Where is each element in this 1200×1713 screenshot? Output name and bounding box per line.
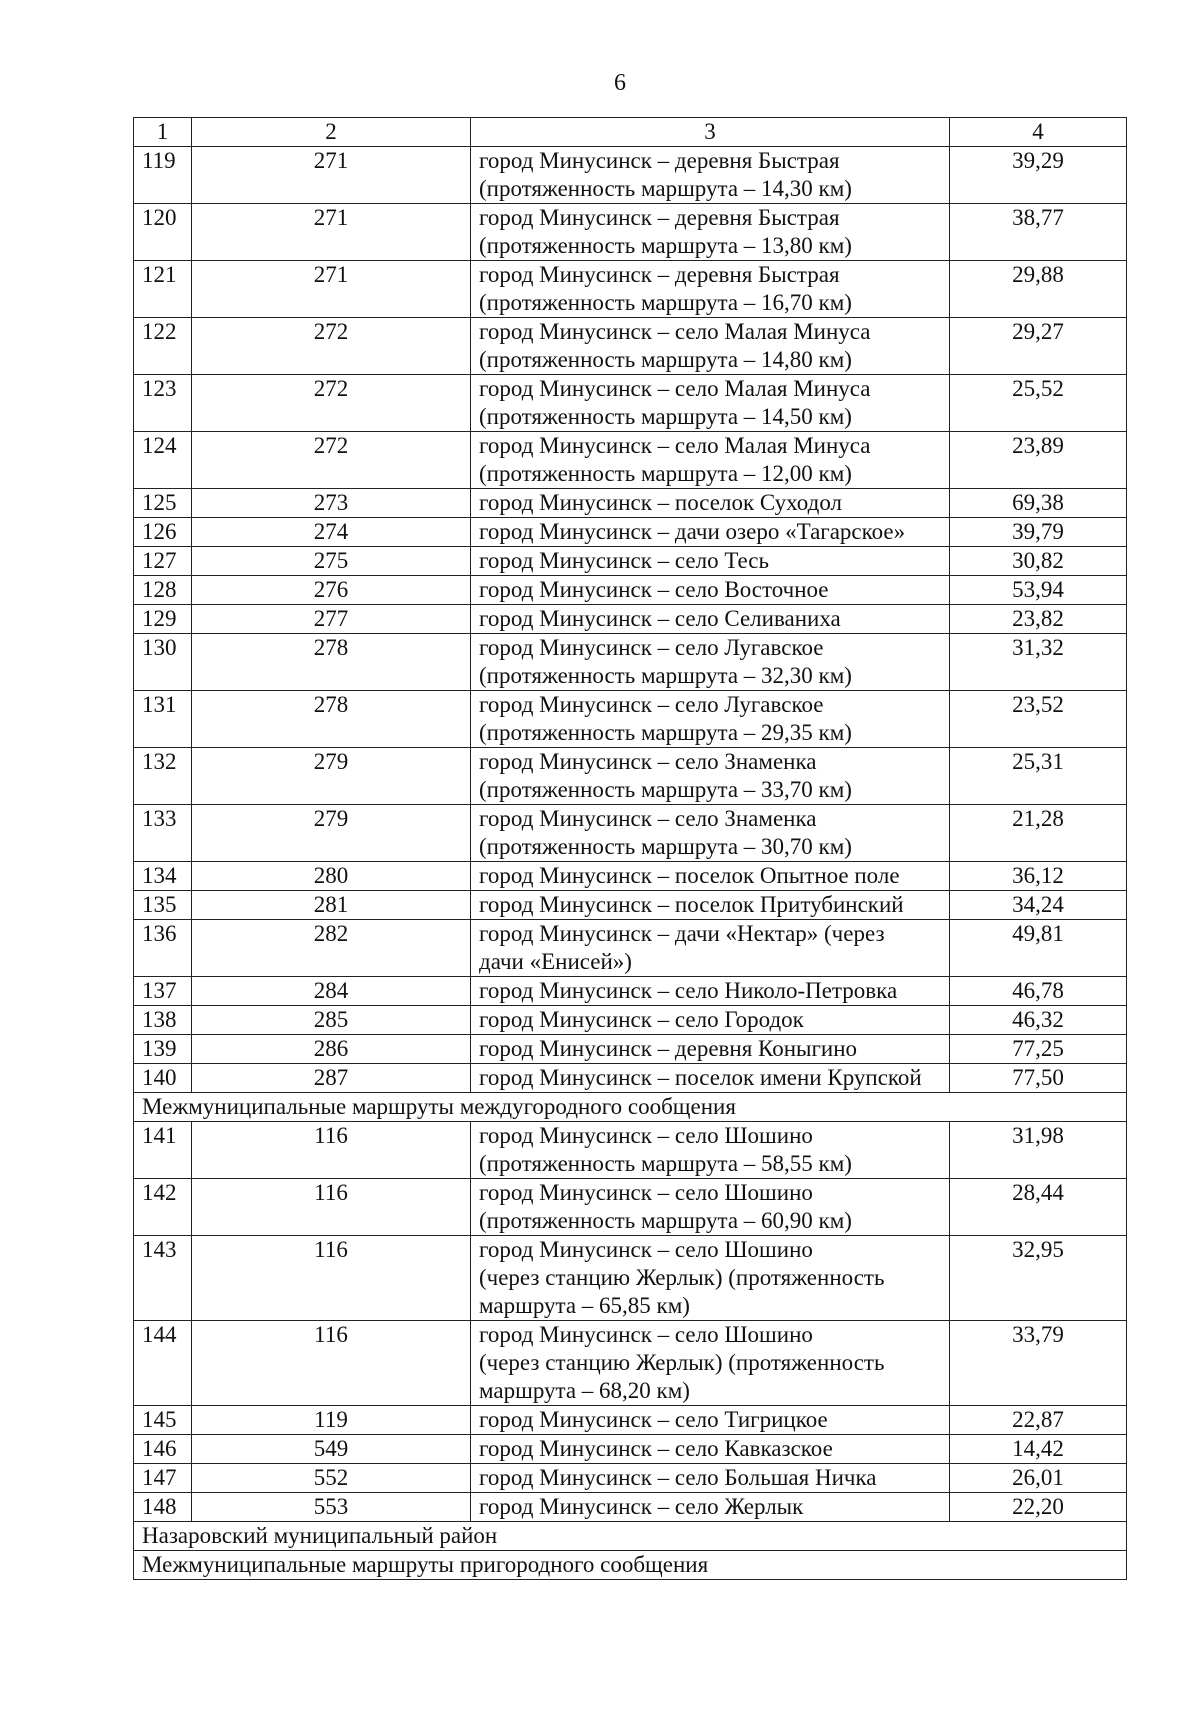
route-value: 49,81: [950, 920, 1127, 977]
route-value: 25,52: [950, 375, 1127, 432]
route-description-line: город Минусинск – дачи «Нектар» (через: [479, 921, 885, 946]
row-number: 146: [134, 1435, 192, 1464]
route-value: 14,42: [950, 1435, 1127, 1464]
row-number: 123: [134, 375, 192, 432]
row-number: 148: [134, 1493, 192, 1522]
table-row: [134, 576, 1127, 605]
table-row: [134, 1321, 1127, 1406]
route-description-line: город Минусинск – село Городок: [479, 1007, 804, 1032]
row-number: 122: [134, 318, 192, 375]
route-description: [471, 634, 950, 691]
route-description-line: город Минусинск – деревня Быстрая: [479, 148, 840, 173]
route-description: [471, 805, 950, 862]
route-number: 272: [192, 318, 471, 375]
route-number: 273: [192, 489, 471, 518]
route-description-line: город Минусинск – село Жерлык: [479, 1494, 804, 1519]
route-value: 77,25: [950, 1035, 1127, 1064]
route-number: 549: [192, 1435, 471, 1464]
routes-table: [133, 117, 1127, 1580]
route-description-line: город Минусинск – поселок Суходол: [479, 490, 843, 515]
route-description-line: дачи «Енисей»): [479, 949, 632, 974]
table-row: [134, 920, 1127, 977]
route-description-line: маршрута – 68,20 км): [479, 1378, 690, 1403]
route-description: [471, 547, 950, 576]
table-row: [134, 1006, 1127, 1035]
route-description-line: город Минусинск – село Шошино: [479, 1180, 813, 1205]
route-description-line: город Минусинск – поселок имени Крупской: [479, 1065, 922, 1090]
table-row: [134, 862, 1127, 891]
route-value: 77,50: [950, 1064, 1127, 1093]
section-row: [134, 1551, 1127, 1580]
route-number: 285: [192, 1006, 471, 1035]
route-description: [471, 489, 950, 518]
row-number: 135: [134, 891, 192, 920]
route-description-line: маршрута – 65,85 км): [479, 1293, 690, 1318]
route-description-line: город Минусинск – село Тесь: [479, 548, 770, 573]
route-value: 32,95: [950, 1236, 1127, 1321]
route-description-line: город Минусинск – село Лугавское: [479, 692, 824, 717]
route-description-line: город Минусинск – деревня Быстрая: [479, 262, 840, 287]
table-row: [134, 261, 1127, 318]
route-description: [471, 1435, 950, 1464]
table-row: [134, 805, 1127, 862]
table-row: [134, 977, 1127, 1006]
route-description-line: (протяженность маршрута – 13,80 км): [479, 233, 852, 258]
route-value: 38,77: [950, 204, 1127, 261]
route-description-line: (протяженность маршрута – 29,35 км): [479, 720, 852, 745]
row-number: 133: [134, 805, 192, 862]
route-number: 279: [192, 805, 471, 862]
route-description-line: город Минусинск – село Малая Минуса: [479, 376, 871, 401]
route-description-line: город Минусинск – село Большая Ничка: [479, 1465, 877, 1490]
route-value: 23,82: [950, 605, 1127, 634]
route-description-line: (протяженность маршрута – 33,70 км): [479, 777, 852, 802]
row-number: 132: [134, 748, 192, 805]
route-value: 53,94: [950, 576, 1127, 605]
route-description-line: (протяженность маршрута – 60,90 км): [479, 1208, 852, 1233]
route-value: 69,38: [950, 489, 1127, 518]
route-value: 33,79: [950, 1321, 1127, 1406]
route-description: [471, 977, 950, 1006]
route-description-line: (протяженность маршрута – 12,00 км): [479, 461, 852, 486]
route-description-line: город Минусинск – село Малая Минуса: [479, 433, 871, 458]
row-number: 143: [134, 1236, 192, 1321]
route-value: 23,89: [950, 432, 1127, 489]
row-number: 138: [134, 1006, 192, 1035]
route-number: 272: [192, 432, 471, 489]
route-description: [471, 691, 950, 748]
table-row: [134, 1122, 1127, 1179]
route-number: 286: [192, 1035, 471, 1064]
route-description-line: город Минусинск – село Шошино: [479, 1237, 813, 1262]
route-value: 25,31: [950, 748, 1127, 805]
row-number: 119: [134, 147, 192, 204]
table-row: [134, 1236, 1127, 1321]
row-number: 137: [134, 977, 192, 1006]
table-row: [134, 605, 1127, 634]
route-number: 272: [192, 375, 471, 432]
table-row: [134, 375, 1127, 432]
route-description: [471, 1179, 950, 1236]
row-number: 120: [134, 204, 192, 261]
route-description: [471, 1236, 950, 1321]
route-description: [471, 432, 950, 489]
row-number: 145: [134, 1406, 192, 1435]
route-description: [471, 518, 950, 547]
table-row: [134, 318, 1127, 375]
route-description: [471, 605, 950, 634]
route-value: 46,32: [950, 1006, 1127, 1035]
route-value: 39,79: [950, 518, 1127, 547]
route-number: 119: [192, 1406, 471, 1435]
route-number: 271: [192, 147, 471, 204]
route-number: 278: [192, 691, 471, 748]
route-description-line: город Минусинск – село Шошино: [479, 1322, 813, 1347]
route-description-line: (протяженность маршрута – 32,30 км): [479, 663, 852, 688]
table-row: [134, 1464, 1127, 1493]
route-description: [471, 1006, 950, 1035]
route-description-line: город Минусинск – село Знаменка: [479, 749, 817, 774]
row-number: 131: [134, 691, 192, 748]
route-description: [471, 261, 950, 318]
route-description-line: (протяженность маршрута – 14,80 км): [479, 347, 852, 372]
route-number: 276: [192, 576, 471, 605]
table-row: [134, 547, 1127, 576]
route-description-line: (через станцию Жерлык) (протяженность: [479, 1350, 885, 1375]
route-number: 116: [192, 1122, 471, 1179]
route-number: 282: [192, 920, 471, 977]
route-number: 279: [192, 748, 471, 805]
row-number: 134: [134, 862, 192, 891]
route-description-line: город Минусинск – деревня Коныгино: [479, 1036, 858, 1061]
row-number: 124: [134, 432, 192, 489]
route-number: 271: [192, 204, 471, 261]
table-row: [134, 147, 1127, 204]
route-description: [471, 204, 950, 261]
route-number: 274: [192, 518, 471, 547]
route-value: 28,44: [950, 1179, 1127, 1236]
route-description: [471, 891, 950, 920]
route-number: 552: [192, 1464, 471, 1493]
route-number: 287: [192, 1064, 471, 1093]
route-description: [471, 862, 950, 891]
section-title: Межмуниципальные маршруты междугородного сообщения: [134, 1093, 1127, 1122]
route-description-line: (протяженность маршрута – 14,50 км): [479, 404, 852, 429]
row-number: 125: [134, 489, 192, 518]
route-description-line: город Минусинск – деревня Быстрая: [479, 205, 840, 230]
route-value: 46,78: [950, 977, 1127, 1006]
route-description: [471, 1321, 950, 1406]
route-value: 30,82: [950, 547, 1127, 576]
route-number: 116: [192, 1321, 471, 1406]
route-description-line: город Минусинск – дачи озеро «Тагарское»: [479, 519, 906, 544]
row-number: 130: [134, 634, 192, 691]
route-value: 34,24: [950, 891, 1127, 920]
route-value: 39,29: [950, 147, 1127, 204]
table-row: [134, 691, 1127, 748]
route-description: [471, 1493, 950, 1522]
route-number: 277: [192, 605, 471, 634]
route-value: 21,28: [950, 805, 1127, 862]
route-description: [471, 318, 950, 375]
route-description: [471, 1464, 950, 1493]
route-description: [471, 375, 950, 432]
table-row: [134, 891, 1127, 920]
row-number: 140: [134, 1064, 192, 1093]
table-row: [134, 1493, 1127, 1522]
section-title: Межмуниципальные маршруты пригородного сообщения: [134, 1551, 1127, 1580]
routes-table-body: [134, 118, 1127, 1580]
section-row: [134, 1093, 1127, 1122]
route-description-line: город Минусинск – поселок Опытное поле: [479, 863, 900, 888]
row-number: 144: [134, 1321, 192, 1406]
row-number: 141: [134, 1122, 192, 1179]
route-description-line: город Минусинск – село Кавказское: [479, 1436, 833, 1461]
table-row: [134, 1179, 1127, 1236]
route-value: 31,98: [950, 1122, 1127, 1179]
route-number: 284: [192, 977, 471, 1006]
route-value: 36,12: [950, 862, 1127, 891]
route-number: 278: [192, 634, 471, 691]
route-number: 116: [192, 1179, 471, 1236]
route-description-line: (протяженность маршрута – 30,70 км): [479, 834, 852, 859]
table-row: [134, 634, 1127, 691]
header-col-3: 3: [471, 118, 950, 147]
route-description: [471, 748, 950, 805]
row-number: 121: [134, 261, 192, 318]
table-row: [134, 1435, 1127, 1464]
route-value: 22,20: [950, 1493, 1127, 1522]
route-value: 26,01: [950, 1464, 1127, 1493]
header-col-4: 4: [950, 118, 1127, 147]
section-row: [134, 1522, 1127, 1551]
table-row: [134, 1035, 1127, 1064]
row-number: 126: [134, 518, 192, 547]
route-description: [471, 1122, 950, 1179]
page-number: 6: [614, 70, 626, 96]
route-description: [471, 1064, 950, 1093]
section-title: Назаровский муниципальный район: [134, 1522, 1127, 1551]
header-row: [134, 118, 1127, 147]
route-value: 23,52: [950, 691, 1127, 748]
row-number: 128: [134, 576, 192, 605]
route-number: 275: [192, 547, 471, 576]
route-description-line: город Минусинск – село Восточное: [479, 577, 829, 602]
header-col-1: 1: [134, 118, 192, 147]
route-description: [471, 147, 950, 204]
row-number: 147: [134, 1464, 192, 1493]
table-row: [134, 1064, 1127, 1093]
route-description-line: город Минусинск – село Селиваниха: [479, 606, 841, 631]
table-row: [134, 204, 1127, 261]
route-number: 553: [192, 1493, 471, 1522]
route-description-line: (протяженность маршрута – 58,55 км): [479, 1151, 852, 1176]
table-row: [134, 489, 1127, 518]
route-description-line: город Минусинск – село Шошино: [479, 1123, 813, 1148]
table-row: [134, 748, 1127, 805]
route-description: [471, 920, 950, 977]
row-number: 136: [134, 920, 192, 977]
header-col-2: 2: [192, 118, 471, 147]
route-number: 281: [192, 891, 471, 920]
route-number: 280: [192, 862, 471, 891]
route-description-line: город Минусинск – поселок Притубинский: [479, 892, 904, 917]
route-number: 271: [192, 261, 471, 318]
table-row: [134, 1406, 1127, 1435]
table-row: [134, 432, 1127, 489]
route-description-line: (протяженность маршрута – 16,70 км): [479, 290, 852, 315]
route-value: 31,32: [950, 634, 1127, 691]
row-number: 142: [134, 1179, 192, 1236]
route-description-line: город Минусинск – село Знаменка: [479, 806, 817, 831]
route-number: 116: [192, 1236, 471, 1321]
row-number: 139: [134, 1035, 192, 1064]
table-row: [134, 518, 1127, 547]
route-description: [471, 576, 950, 605]
route-description-line: город Минусинск – село Лугавское: [479, 635, 824, 660]
route-value: 29,27: [950, 318, 1127, 375]
route-value: 22,87: [950, 1406, 1127, 1435]
row-number: 127: [134, 547, 192, 576]
route-value: 29,88: [950, 261, 1127, 318]
route-description: [471, 1406, 950, 1435]
row-number: 129: [134, 605, 192, 634]
route-description-line: (протяженность маршрута – 14,30 км): [479, 176, 852, 201]
route-description-line: город Минусинск – село Малая Минуса: [479, 319, 871, 344]
route-description-line: город Минусинск – село Николо-Петровка: [479, 978, 898, 1003]
route-description: [471, 1035, 950, 1064]
route-description-line: (через станцию Жерлык) (протяженность: [479, 1265, 885, 1290]
route-description-line: город Минусинск – село Тигрицкое: [479, 1407, 828, 1432]
